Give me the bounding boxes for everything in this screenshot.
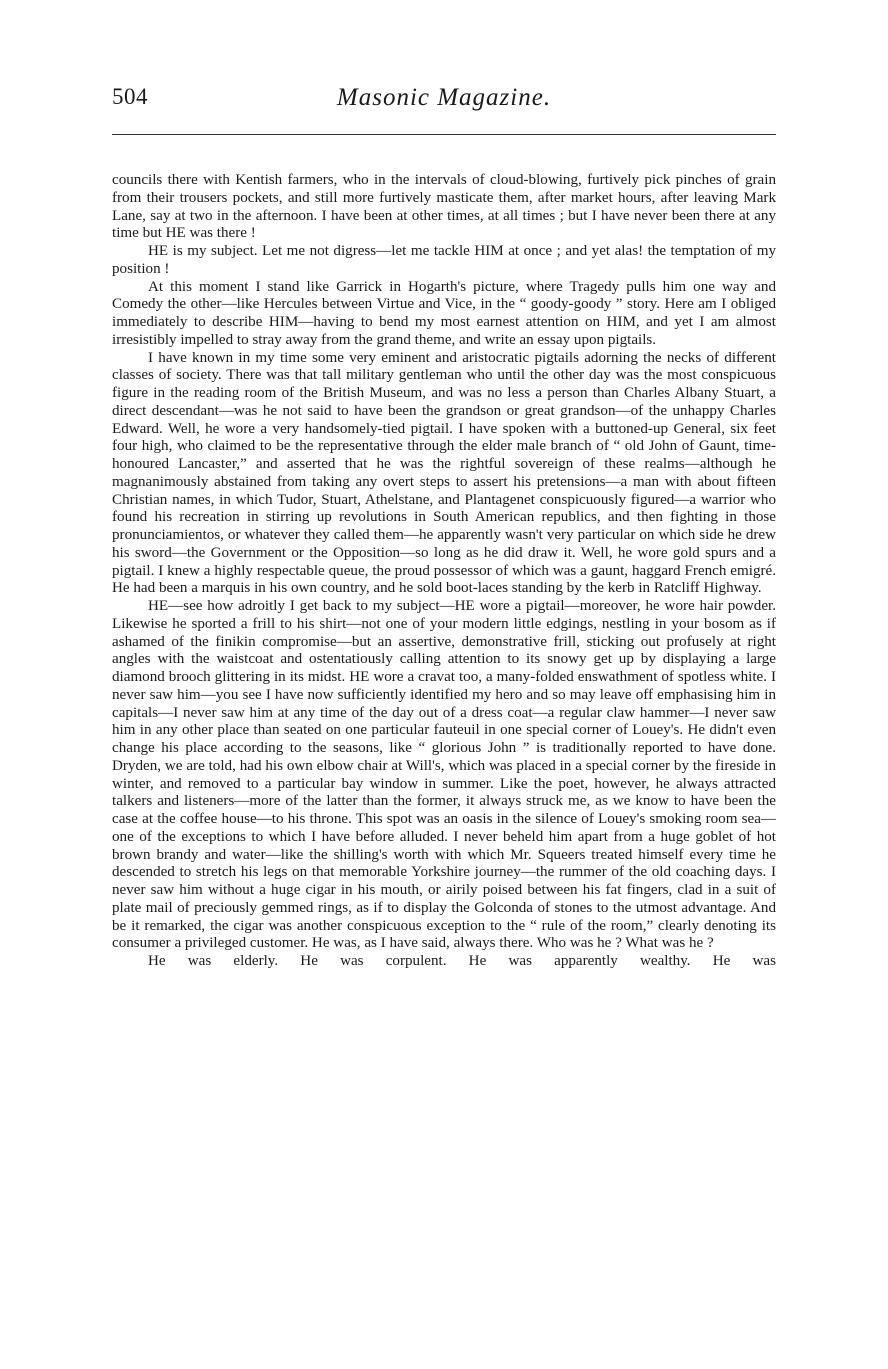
paragraph-4: I have known in my time some very eminent and aristocratic pigtails adorning the necks of different classes of society. There was that tall military gentleman who until the other day was the most conspicuous figure in the reading room of the British Museum, and was no less a person than Charles Albany Stuart, a direct descendant—was he not said to have been the grandson or great grandson—of the unhappy Charles Edward. Well, he wore a very handsomely-tied pigtail. I have spoken with a buttoned-up General, six feet four high, who claimed to be the representative through the elder male branch of “ old John of Gaunt, time-honoured Lancaster,” and asserted that he was the rightful sovereign of these realms—although he magnanimously abstained from taking any overt steps to assert his pretensions—a man with about fifteen Christian names, in which Tudor, Stuart, Athelstane, and Plantagenet conspicuously figured—a warrior who found his recreation in stirring up revolutions in South American republics, and then fighting in those pronunciamientos, or whatever they called them—he apparently wasn't very particular on which side he drew his sword—the Government or the Opposition—so long as he did draw it. Well, he wore gold spurs and a pigtail. I knew a highly respectable queue, the proud possessor of which was a gaunt, haggard French emigré. He had been a marquis in his own country, and he sold boot-laces standing by the kerb in Ratcliff Highway. — [112, 349, 776, 597]
paragraph-2: HE is my subject. Let me not digress—let me tackle HIM at once ; and yet alas! the temptation of my position ! — [112, 243, 776, 277]
paragraph-5: HE—see how adroitly I get back to my subject—HE wore a pigtail—moreover, he wore hair powder. Likewise he sported a frill to his shirt—not one of your modern little edgings, nestling in your bosom as if ashamed of the finikin compromise—but an assertive, demonstrative frill, sticking out profusely at right angles with the waistcoat and ostentatiously calling attention to its snowy get up by displaying a large diamond brooch glittering in its midst. HE wore a cravat too, a many-folded enswathment of spotless white. I never saw him—you see I have now sufficiently identified my hero and so may leave off emphasising him in capitals—I never saw him at any time of the day out of a dress coat—a regular claw hammer—I never saw him in any other place than seated on one particular fauteuil in one special corner of Louey's. He didn't even change his place according to the seasons, like “ glorious John ” is traditionally reported to have done. Dryden, we are told, had his own elbow chair at Will's, which was placed in a special corner by the fireside in winter, and removed to a particular bay window in summer. Like the poet, however, he always attracted talkers and listeners—more of the latter than the former, it always struck me, as we know to have been the case at the coffee house—to his throne. This spot was an oasis in the silence of Louey's smoking room sea—one of the exceptions to which I have before alluded. I never beheld him apart from a huge goblet of hot brown brandy and water—like the shilling's worth with which Mr. Squeers treated himself every time he descended to stretch his legs on that memorable Yorkshire journey—the rummer of the old coaching days. I never saw him without a huge cigar in his mouth, or airily poised between his fat fingers, clad in a suit of plate mail of preciously gemmed rings, as if to display the Golconda of stones to the utmost advantage. And be it remarked, the cigar was another conspicuous exception to the “ rule of the room,” clearly denoting its consumer a privileged customer. He was, as I have said, always there. Who was he ? What was he ? — [112, 598, 776, 952]
page-number: 504 — [112, 84, 148, 109]
paragraph-3: At this moment I stand like Garrick in Hogarth's picture, where Tragedy pulls him one way and Comedy the other—like Hercules between Virtue and Vice, in the “ goody-goody ” story. Here am I obliged immediately to describe HIM—having to bend my most earnest attention on HIM, and yet I am almost irresistibly impelled to stray away from the grand theme, and write an essay upon pigtails. — [112, 278, 776, 348]
paragraph-6: He was elderly. He was corpulent. He was apparently wealthy. He was — [148, 953, 776, 969]
header-rule — [112, 134, 776, 135]
page — [112, 84, 776, 124]
paragraph-1: councils there with Kentish farmers, who in the intervals of cloud-blowing, furtively pick pinches of grain from their trousers pockets, and still more furtively masticate them, after market hours, after leaving Mark Lane, say at two in the afternoon. I have been at other times, at all times ; but I have never been there at any time but HE was there ! — [112, 172, 776, 242]
running-head — [112, 84, 776, 124]
journal-title: Masonic Magazine. — [336, 84, 552, 111]
article-body — [112, 172, 776, 971]
